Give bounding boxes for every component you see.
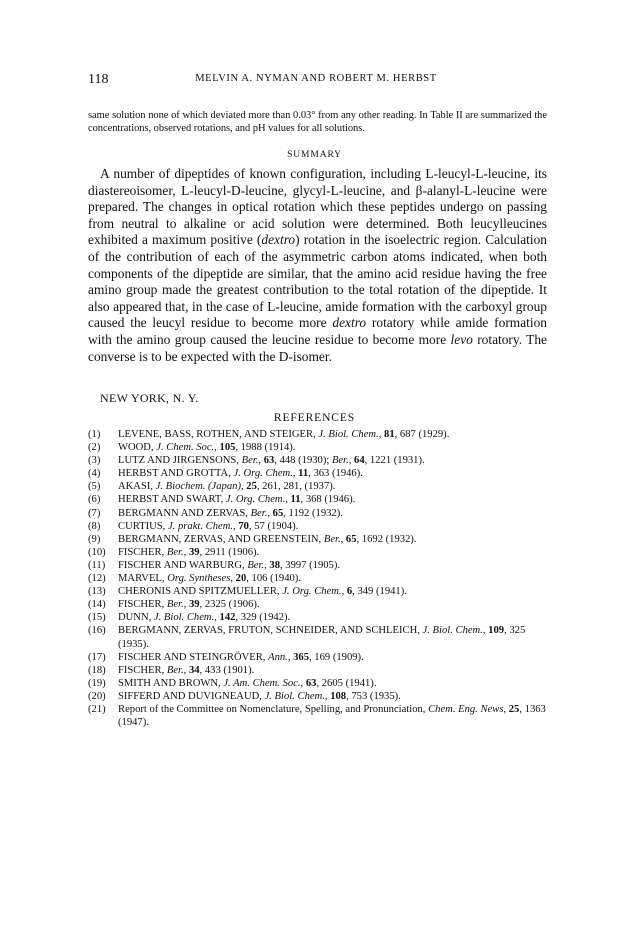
reference-item — [88, 467, 547, 480]
reference-separator: , — [300, 677, 306, 689]
reference-journal: Ber. — [323, 533, 341, 545]
reference-item — [88, 611, 547, 624]
reference-authors: BERGMANN AND ZERVAS, — [118, 507, 251, 519]
reference-separator: , — [258, 455, 264, 467]
reference-number: (8) — [88, 520, 101, 532]
reference-number: (5) — [88, 481, 101, 493]
reference-pages-year: , 687 (1929). — [394, 429, 450, 440]
reference-volume: 6 — [346, 586, 353, 598]
reference-separator: , — [240, 481, 247, 493]
reference-pages-year: , 57 (1904). — [248, 520, 299, 532]
reference-volume: 81 — [384, 429, 395, 440]
reference-item — [88, 546, 547, 559]
reference-item — [88, 572, 547, 585]
reference-pages-year: , 433 (1901). — [199, 664, 255, 676]
reference-pages-year: , 3997 (1905). — [279, 559, 341, 571]
reference-volume: 11 — [298, 468, 309, 480]
reference-volume: 38 — [269, 559, 280, 571]
reference-authors: FISCHER, — [118, 546, 167, 558]
reference-authors: FISCHER, — [118, 599, 167, 611]
reference-journal: Ber. — [241, 455, 259, 467]
reference-journal: J. Biol. Chem. — [422, 625, 483, 637]
reference-item — [88, 585, 547, 598]
reference-authors: MARVEL, — [118, 573, 168, 585]
reference-pages-year: , 2605 (1941). — [316, 677, 377, 689]
reference-number: (7) — [88, 507, 101, 519]
reference-item — [88, 520, 547, 533]
reference-pages-year: , 2325 (1906). — [199, 599, 260, 611]
reference-pages-year: , 753 (1935). — [346, 690, 401, 702]
reference-journal: Ber. — [250, 507, 268, 519]
reference-pages-year: , 325 (1935). — [118, 625, 526, 650]
reference-journal: J. Biol. Chem. — [318, 429, 379, 440]
reference-number: (2) — [88, 442, 101, 454]
reference-journal: Ber. — [331, 455, 349, 467]
reference-separator: , — [214, 612, 220, 624]
reference-authors: FISCHER, — [118, 664, 167, 676]
reference-number: (18) — [88, 664, 106, 676]
reference-item — [88, 533, 547, 546]
reference-item — [88, 507, 547, 520]
reference-separator: , — [233, 520, 239, 532]
reference-number: (10) — [88, 546, 106, 558]
intro-paragraph: same solution none of which deviated more than 0.03° from any other reading. In Table II are summarized the concentrations, observed rotations, and pH values for all solutions. — [88, 110, 547, 134]
reference-authors: HERBST AND GROTTA, — [118, 468, 234, 480]
reference-volume: 63 — [305, 677, 317, 689]
reference-item — [88, 651, 547, 664]
reference-pages-year: , 363 (1946). — [308, 468, 363, 480]
reference-pages-year: , 2911 (1906). — [199, 546, 260, 558]
reference-pages-year: , 106 (1940). — [246, 573, 301, 585]
reference-authors: BERGMANN, ZERVAS, FRUTON, SCHNEIDER, AND SCHLEICH, — [118, 625, 423, 637]
reference-journal: J. Am. Chem. Soc. — [223, 677, 301, 689]
reference-item — [88, 664, 547, 677]
reference-authors: DUNN, — [118, 612, 154, 624]
reference-volume: 25 — [508, 703, 520, 715]
reference-item — [88, 690, 547, 703]
reference-item — [88, 480, 547, 493]
reference-item — [88, 624, 547, 650]
summary-text: ) rotation in the isoelectric region. Calculation of the contribution of each of the asymmetric carbon atoms indicated, when both components of the dipeptide are similar, that the amino acid residue having the free amino group made the greatest contribution to the total rotation of the dipeptide. It also appeared that, in the case of L-leucine, amide formation with the carboxyl group caused the leucyl residue to become more — [88, 232, 548, 331]
references-heading: REFERENCES — [273, 412, 356, 424]
reference-separator: , — [341, 586, 347, 598]
reference-journal: Ber. — [247, 559, 265, 571]
reference-separator: , — [183, 546, 189, 558]
reference-pages-year: , 448 (1930); — [274, 455, 332, 467]
reference-volume: 64 — [354, 455, 365, 467]
reference-authors: WOOD, — [118, 442, 157, 454]
reference-journal: J. Biochem. (Japan) — [155, 481, 241, 493]
reference-authors: SIFFERD AND DUVIGNEAUD, — [118, 690, 265, 702]
reference-number: (15) — [88, 612, 106, 624]
summary-text: rotatory while amide formation with the amino group caused the leucine residue to become more — [88, 315, 547, 347]
reference-separator: , — [183, 664, 189, 676]
reference-journal: Ber. — [166, 599, 184, 611]
reference-separator: , — [214, 442, 220, 454]
reference-pages-year: , 261, 281, (1937). — [256, 481, 336, 493]
reference-journal: J. Chem. Soc. — [156, 442, 215, 454]
reference-pages-year: , 1221 (1931). — [364, 455, 425, 467]
reference-volume: 65 — [272, 507, 284, 519]
reference-separator: , — [264, 559, 270, 571]
summary-italic: dextro — [332, 315, 367, 331]
reference-pages-year: , 329 (1942). — [235, 612, 291, 624]
summary-italic: levo — [450, 331, 473, 347]
reference-authors: AKASI, — [118, 481, 156, 493]
reference-number: (21) — [88, 703, 106, 715]
reference-volume: 109 — [488, 625, 505, 637]
reference-item — [88, 428, 547, 441]
reference-volume: 34 — [188, 664, 200, 676]
reference-journal: J. Org. Chem. — [225, 494, 286, 506]
reference-number: (1) — [88, 429, 101, 440]
reference-authors: HERBST AND SWART, — [118, 494, 226, 506]
reference-item — [88, 598, 547, 611]
reference-authors: BERGMANN, ZERVAS, AND GREENSTEIN, — [118, 533, 324, 545]
reference-separator: , — [287, 651, 294, 663]
reference-number: (12) — [88, 573, 106, 585]
summary-text: rotatory. The converse is to be expected with the D-isomer. — [88, 331, 548, 364]
reference-pages-year: , 1363 (1947). — [118, 703, 546, 729]
reference-separator: , — [340, 533, 346, 545]
page-number: 118 — [88, 72, 109, 87]
reference-pages-year: , 368 (1946). — [300, 494, 356, 506]
reference-volume: 20 — [235, 573, 247, 585]
running-head: MELVIN A. NYMAN AND ROBERT M. HERBST — [195, 73, 437, 84]
reference-number: (3) — [88, 455, 101, 467]
reference-separator: , — [267, 507, 273, 519]
reference-item — [88, 559, 547, 572]
reference-item — [88, 441, 547, 454]
reference-volume: 142 — [219, 612, 236, 624]
reference-item — [88, 493, 547, 506]
reference-journal: J. Org. Chem. — [233, 468, 293, 480]
reference-separator: , — [348, 455, 355, 467]
reference-journal: Ber. — [166, 546, 184, 558]
reference-pages-year: , 349 (1941). — [352, 586, 407, 598]
reference-number: (11) — [88, 559, 106, 571]
summary-heading: SUMMARY — [287, 150, 342, 160]
reference-separator: , — [482, 625, 489, 637]
reference-volume: 65 — [345, 533, 357, 545]
reference-authors: FISCHER AND WARBURG, — [118, 559, 248, 571]
reference-authors: LEVENE, BASS, ROTHEN, AND STEIGER, — [118, 429, 319, 440]
reference-number: (20) — [88, 690, 106, 702]
reference-number: (9) — [88, 533, 101, 545]
reference-journal: J. Biol. Chem. — [264, 690, 325, 702]
reference-authors: CHERONIS AND SPITZMUELLER, — [118, 586, 283, 598]
reference-pages-year: , 1192 (1932). — [283, 507, 343, 519]
reference-authors: SMITH AND BROWN, — [118, 677, 224, 689]
reference-volume: 11 — [290, 494, 301, 506]
summary-text: A number of dipeptides of known configuration, including L-leucyl-L-leucine, its diastereoisomer, L-leucyl-D-leucine, glycyl-L-leucine, and β-alanyl-L-leucine were prepared. The changes in optical rotation which these peptides undergo on passing from neutral to alkaline or acid solution were determined. Both leucylleucines exhibited a maximum positive ( — [88, 166, 547, 248]
reference-journal: Ann. — [268, 651, 288, 663]
reference-separator: , — [378, 429, 385, 440]
reference-number: (6) — [88, 494, 101, 506]
summary-italic: dextro — [261, 232, 296, 248]
reference-authors: FISCHER AND STEINGRÖVER, — [118, 651, 269, 663]
reference-pages-year: , 169 (1909). — [309, 651, 364, 663]
reference-item — [88, 454, 547, 467]
reference-journal: J. Org. Chem. — [282, 586, 342, 598]
reference-number: (17) — [88, 651, 106, 663]
reference-pages-year: , 1988 (1914). — [235, 442, 296, 454]
reference-authors: LUTZ AND JIRGENSONS, — [118, 455, 242, 467]
reference-authors: Report of the Committee on Nomenclature, Spelling, and Pronunciation, — [118, 703, 429, 715]
reference-volume: 39 — [188, 599, 200, 611]
reference-volume: 365 — [293, 651, 309, 663]
reference-separator: , — [503, 703, 509, 715]
reference-number: (16) — [88, 625, 106, 637]
reference-separator: , — [292, 468, 299, 480]
reference-volume: 63 — [263, 455, 275, 467]
summary-paragraph — [88, 166, 547, 365]
reference-journal: J. Biol. Chem. — [153, 612, 215, 624]
reference-separator: , — [285, 494, 291, 506]
reference-journal: Ber. — [166, 664, 184, 676]
reference-volume: 70 — [238, 520, 249, 532]
reference-separator: , — [324, 690, 331, 702]
reference-separator: , — [183, 599, 189, 611]
reference-number: (19) — [88, 677, 106, 689]
reference-item — [88, 703, 547, 729]
reference-item — [88, 677, 547, 690]
references-list — [88, 428, 547, 729]
reference-volume: 105 — [219, 442, 236, 454]
reference-volume: 25 — [246, 481, 257, 493]
page-header — [88, 72, 544, 88]
reference-pages-year: , 1692 (1932). — [356, 533, 417, 545]
reference-journal: J. prakt. Chem. — [167, 520, 234, 532]
place-line: NEW YORK, N. Y. — [100, 391, 199, 405]
reference-journal: Org. Syntheses — [167, 573, 231, 585]
reference-authors: CURTIUS, — [118, 520, 168, 532]
reference-separator: , — [230, 573, 236, 585]
reference-volume: 108 — [330, 690, 347, 702]
reference-number: (14) — [88, 599, 106, 611]
reference-number: (13) — [88, 586, 106, 598]
reference-journal: Chem. Eng. News — [428, 703, 504, 715]
reference-number: (4) — [88, 468, 101, 480]
reference-volume: 39 — [188, 546, 200, 558]
